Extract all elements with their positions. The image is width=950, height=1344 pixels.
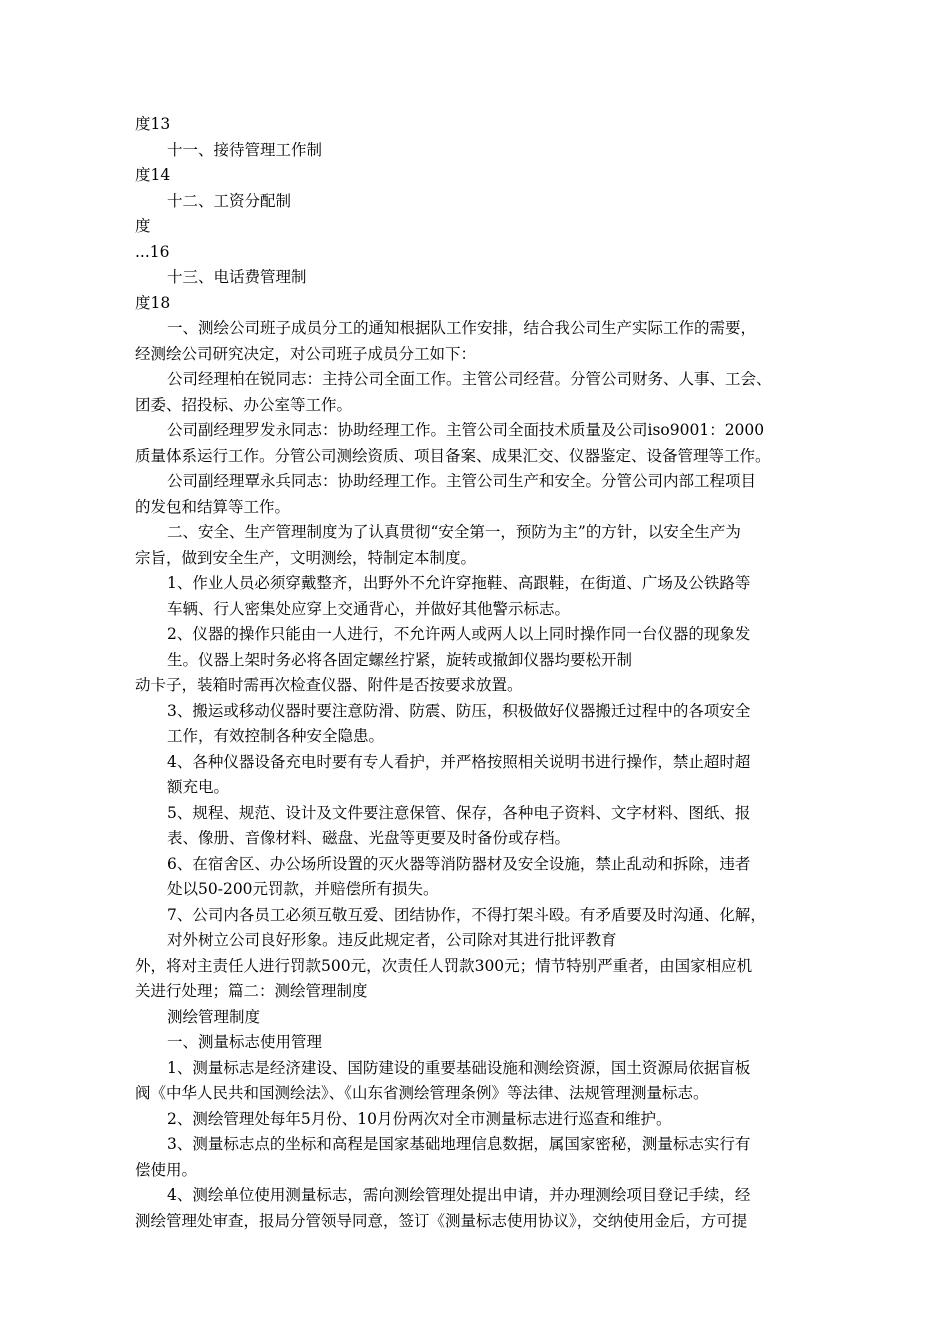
text-line: 十一、接待管理工作制 — [167, 140, 323, 159]
text-line: 5、规程、规范、设计及文件要注意保管、保存，各种电子资料、文字材料、图纸、报 — [167, 803, 751, 822]
document-body — [135, 112, 835, 1234]
text-line: 2、仪器的操作只能由一人进行，不允许两人或两人以上同时操作同一台仪器的现象发 — [167, 625, 751, 643]
text-line: 6、在宿舍区、办公场所设置的灭火器等消防器材及安全设施，禁止乱动和拆除，违者 — [167, 854, 751, 873]
text-line: 质量体系运行工作。分管公司测绘资质、项目备案、成果汇交、仪器鉴定、设备管理等工作。 — [135, 446, 771, 465]
text-line: 十三、电话费管理制 — [167, 268, 307, 286]
text-line: 工作，有效控制各种安全隐患。 — [167, 727, 385, 745]
text-line: 公司经理柏在锐同志：主持公司全面工作。主管公司经营。分管公司财务、人事、工会、 — [167, 370, 772, 388]
text-line: 3、搬运或移动仪器时要注意防滑、防震、防压，积极做好仪器搬迁过程中的各项安全 — [167, 701, 751, 720]
text-line: 关进行处理；篇二：测绘管理制度 — [135, 982, 368, 1000]
text-line: 车辆、行人密集处应穿上交通背心，并做好其他警示标志。 — [167, 599, 571, 618]
text-line: 额充电。 — [167, 778, 230, 796]
text-line: 的发包和结算等工作。 — [135, 497, 291, 516]
text-line: 表、像册、音像材料、磁盘、光盘等更要及时备份或存档。 — [167, 829, 571, 847]
text-line: 团委、招投标、办公室等工作。 — [135, 395, 353, 414]
text-line: 阀《中华人民共和国测绘法》、《山东省测绘管理条例》等法律、法规管理测量标志。 — [135, 1084, 709, 1102]
text-line: 公司副经理罗发永同志：协助经理工作。主管公司全面技术质量及公司iso9001：2000 — [167, 421, 765, 439]
text-line: 4、测绘单位使用测量标志，需向测绘管理处提出申请，并办理测绘项目登记手续，经 — [167, 1186, 751, 1204]
text-line: 7、公司内各员工必须互敬互爱、团结协作，不得打架斗殴。有矛盾要及时沟通、化解， — [167, 905, 766, 924]
text-line: 一、测绘公司班子成员分工的通知根据队工作安排，结合我公司生产实际工作的需要， — [167, 319, 757, 337]
text-line: 测绘管理处审查，报局分管领导同意，签订《测量标志使用协议》，交纳使用金后，方可提 — [135, 1211, 748, 1230]
text-line: 3、测量标志点的坐标和高程是国家基础地理信息数据，属国家密秘，测量标志实行有 — [167, 1135, 751, 1153]
text-line: 十二、工资分配制 — [167, 191, 292, 210]
text-line: 4、各种仪器设备充电时要有专人看护，并严格按照相关说明书进行操作，禁止超时超 — [167, 752, 751, 771]
text-line: 处以50-200元罚款，并赔偿所有损失。 — [167, 880, 439, 898]
text-line: 测绘管理制度 — [167, 1007, 261, 1026]
text-line: 经测绘公司研究决定，对公司班子成员分工如下： — [135, 344, 477, 363]
text-line: 外，将对主责任人进行罚款500元，次责任人罚款300元；情节特别严重者，由国家相应机 — [135, 956, 753, 975]
text-line: 2、测绘管理处每年5月份、10月份两次对全市测量标志进行巡查和维护。 — [167, 1109, 672, 1128]
text-line: 度14 — [135, 166, 171, 184]
text-line: 宗旨，做到安全生产，文明测绘，特制定本制度。 — [135, 548, 477, 567]
text-line: 公司副经理覃永兵同志：协助经理工作。主管公司生产和安全。分管公司内部工程项目 — [167, 472, 757, 490]
text-line: 二、安全、生产管理制度为了认真贯彻“安全第一，预防为主”的方针，以安全生产为 — [167, 523, 741, 541]
text-line: 1、作业人员必须穿戴整齐，出野外不允许穿拖鞋、高跟鞋，在街道、广场及公铁路等 — [167, 574, 751, 592]
text-line: 度18 — [135, 293, 171, 312]
text-line: 度 — [135, 217, 151, 235]
text-line: 动卡子，装箱时需再次检查仪器、附件是否按要求放置。 — [135, 676, 523, 694]
text-line: ...16 — [135, 242, 170, 261]
text-line: 偿使用。 — [135, 1160, 198, 1179]
text-line: 1、测量标志是经济建设、国防建设的重要基础设施和测绘资源，国土资源局依据盲板 — [167, 1058, 751, 1077]
text-line: 一、测量标志使用管理 — [167, 1033, 323, 1051]
text-line: 生。仪器上架时务必将各固定螺丝拧紧，旋转或撤卸仪器均要松开制 — [167, 650, 633, 669]
text-line: 对外树立公司良好形象。违反此规定者，公司除对其进行批评教育 — [167, 931, 617, 949]
text-line: 度13 — [135, 115, 171, 133]
